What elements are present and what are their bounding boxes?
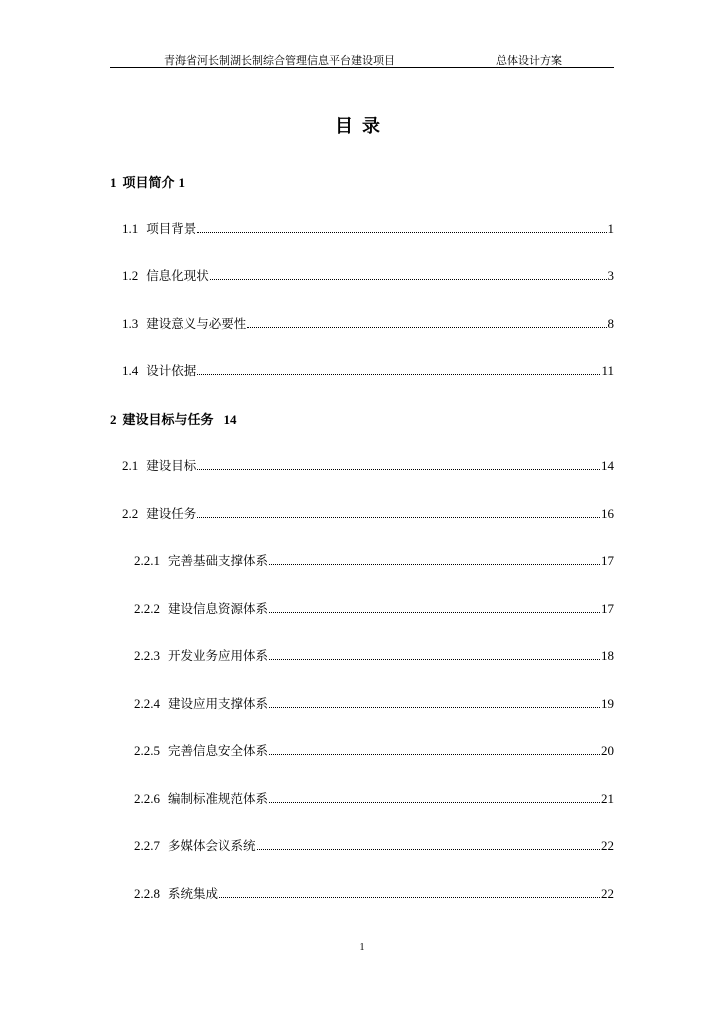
toc-entry-page: 20 <box>601 743 614 758</box>
toc-entry-number: 1.1 <box>122 221 139 236</box>
toc-entry-page: 1 <box>178 175 186 190</box>
toc-entry[interactable] <box>122 314 614 332</box>
toc-entry-level1[interactable] <box>110 172 185 191</box>
toc-entry-page: 22 <box>601 886 614 901</box>
toc-entry-number: 1.3 <box>122 316 139 331</box>
toc-entry-level1[interactable] <box>110 409 237 428</box>
toc-entry-text: 开发业务应用体系 <box>168 648 269 663</box>
toc-entry-page: 18 <box>601 648 614 663</box>
toc-leader-dots <box>269 564 600 565</box>
toc-entry-number: 2.2.4 <box>134 696 160 711</box>
toc-entry-number: 2.2.5 <box>134 743 160 758</box>
toc-entry-page: 19 <box>601 696 614 711</box>
toc-leader-dots <box>197 374 600 375</box>
toc-entry-text: 建设目标与任务 <box>122 413 214 428</box>
toc-leader-dots <box>269 612 600 613</box>
toc-leader-dots <box>197 469 600 470</box>
toc-entry-text: 建设任务 <box>146 506 197 521</box>
toc-entry-number: 2.2.6 <box>134 791 160 806</box>
toc-entry-number: 2 <box>110 412 117 427</box>
toc-entry-page: 11 <box>601 363 614 378</box>
toc-leader-dots <box>210 279 607 280</box>
toc-entry-number: 2.2.8 <box>134 886 160 901</box>
toc-leader-dots <box>197 232 606 233</box>
toc-leader-dots <box>219 897 600 898</box>
toc-entry-page: 16 <box>601 506 614 521</box>
toc-title: 目录 <box>335 116 389 137</box>
toc-leader-dots <box>269 754 600 755</box>
toc-entry-number: 1 <box>110 175 117 190</box>
toc-entry[interactable] <box>134 599 614 617</box>
toc-entry[interactable] <box>134 884 614 902</box>
toc-entry-text: 建设意义与必要性 <box>146 316 247 331</box>
toc-entry[interactable] <box>134 741 614 759</box>
toc-entry-number: 2.2.2 <box>134 601 160 616</box>
toc-entry-text: 建设应用支撑体系 <box>168 696 269 711</box>
toc-entry-number: 2.2.7 <box>134 838 160 853</box>
toc-entry-page: 14 <box>223 412 237 427</box>
page-number: 1 <box>359 942 365 953</box>
header-project-name: 青海省河长制湖长制综合管理信息平台建设项目 <box>164 54 395 67</box>
toc-entry[interactable] <box>134 836 614 854</box>
toc-entry-number: 1.4 <box>122 363 139 378</box>
toc-entry[interactable] <box>122 219 614 237</box>
toc-entry[interactable] <box>134 694 614 712</box>
toc-entry-page: 17 <box>601 553 614 568</box>
toc-entry[interactable] <box>122 266 614 284</box>
toc-entry-text: 多媒体会议系统 <box>168 838 256 853</box>
toc-entry-page: 17 <box>601 601 614 616</box>
toc-entry-text: 设计依据 <box>146 363 197 378</box>
toc-entry-text: 编制标准规范体系 <box>168 791 269 806</box>
toc-entry-number: 2.2.3 <box>134 648 160 663</box>
toc-entry-page: 3 <box>607 268 614 283</box>
toc-entry-number: 2.2 <box>122 506 139 521</box>
toc-entry-text: 信息化现状 <box>146 268 209 283</box>
toc-leader-dots <box>269 659 600 660</box>
toc-entry[interactable] <box>122 456 614 474</box>
toc-leader-dots <box>247 327 606 328</box>
toc-entry-text: 项目背景 <box>146 221 197 236</box>
toc-entry-number: 2.2.1 <box>134 553 160 568</box>
toc-entry-page: 22 <box>601 838 614 853</box>
toc-entry[interactable] <box>122 361 614 379</box>
toc-leader-dots <box>269 707 600 708</box>
toc-entry-number: 2.1 <box>122 458 139 473</box>
toc-entry-text: 建设目标 <box>146 458 197 473</box>
toc-entry[interactable] <box>122 504 614 522</box>
page-header <box>110 51 614 68</box>
toc-leader-dots <box>269 802 600 803</box>
toc-entry-text: 完善基础支撑体系 <box>168 553 269 568</box>
toc-entry-text: 建设信息资源体系 <box>168 601 269 616</box>
toc-entry-text: 系统集成 <box>168 886 219 901</box>
toc-entry-number: 1.2 <box>122 268 139 283</box>
toc-entry-page: 21 <box>601 791 614 806</box>
toc-entry-text: 项目简介 <box>122 176 175 191</box>
toc-entry[interactable] <box>134 646 614 664</box>
toc-entry-page: 1 <box>607 221 614 236</box>
toc-entry-text: 完善信息安全体系 <box>168 743 269 758</box>
toc-entry-page: 8 <box>607 316 614 331</box>
toc-leader-dots <box>197 517 600 518</box>
toc-entry-page: 14 <box>601 458 614 473</box>
toc-entry[interactable] <box>134 551 614 569</box>
toc-leader-dots <box>257 849 600 850</box>
toc-entry[interactable] <box>134 789 614 807</box>
header-doc-type: 总体设计方案 <box>496 54 562 67</box>
